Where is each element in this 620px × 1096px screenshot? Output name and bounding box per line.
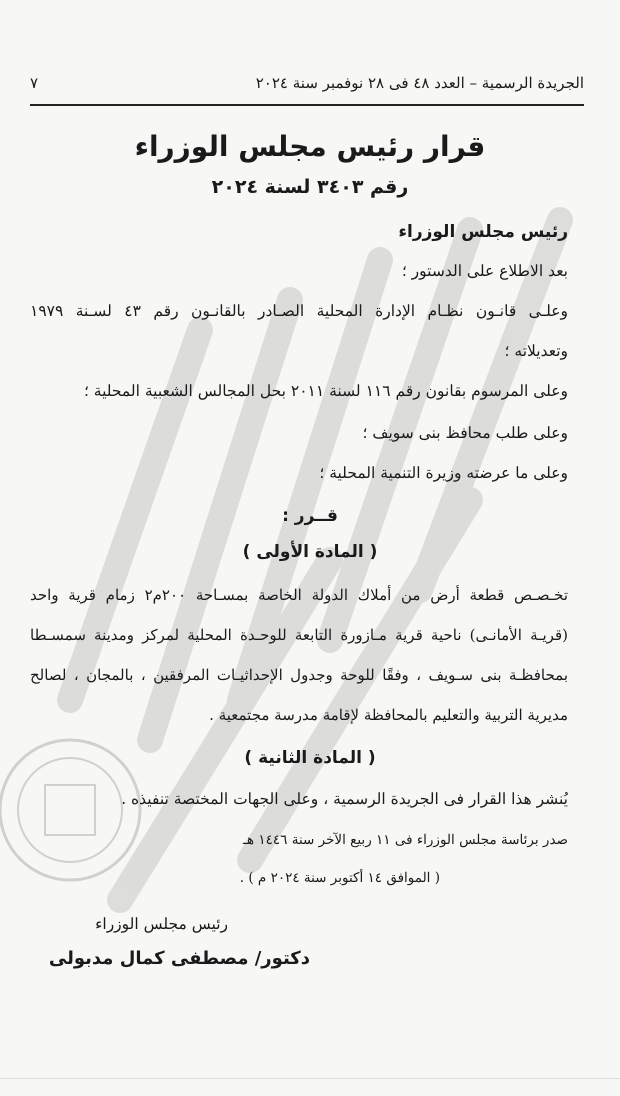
page-number: ٧: [30, 74, 39, 92]
article2-heading: ( المادة الثانية ): [244, 748, 376, 768]
article1-heading: ( المادة الأولى ): [242, 542, 378, 562]
preamble-line: وعلى طلب محافظ بنى سويف ؛: [362, 424, 568, 442]
article1-line: (قريـة الأمانـى) ناحية قرية مـازورة التابعة للوحـدة المحلية لمركز ومدينة سمسـطا: [30, 626, 568, 644]
preamble-line: وعلى ما عرضته وزيرة التنمية المحلية ؛: [319, 464, 568, 482]
preamble-line: وعلـى قانـون نظـام الإدارة المحلية الصـادر بالقانـون رقم ٤٣ لسـنة ١٩٧٩: [30, 302, 569, 320]
gazette-header: [30, 66, 584, 100]
article1-line: تخـصـص قطعة أرض من أملاك الدولة الخاصة بمسـاحة ٢٠٠م٢ زمام قرية واحد: [30, 586, 568, 604]
article1-line: مديرية التربية والتعليم بالمحافظة لإقامة مدرسة مجتمعية .: [209, 706, 568, 724]
page-bottom-divider: [0, 1078, 620, 1079]
signer-name: دكتور/ مصطفى كمال مدبولى: [48, 948, 310, 969]
decree-title: قرار رئيس مجلس الوزراء: [134, 130, 486, 163]
article1-line: بمحافظـة بنى سـويف ، وفقًا للوحة وجدول الإحداثيـات المرفقين ، بالمجان ، لصالح: [30, 666, 568, 684]
signer-title: رئيس مجلس الوزراء: [95, 915, 228, 933]
preamble-line: وعلى المرسوم بقانون رقم ١١٦ لسنة ٢٠١١ بحل المجالس الشعبية المحلية ؛: [83, 382, 568, 400]
issued-date-gregorian: ( الموافق ١٤ أكتوبر سنة ٢٠٢٤ م ) .: [239, 870, 440, 886]
issued-date-hijri: صدر برئاسة مجلس الوزراء فى ١١ ربيع الآخر سنة ١٤٤٦ هـ: [243, 832, 568, 848]
header-divider: [30, 104, 584, 106]
issuer-heading: رئيس مجلس الوزراء: [398, 222, 568, 242]
preamble-line: وتعديلاته ؛: [504, 342, 568, 360]
decree-number: رقم ٣٤٠٣ لسنة ٢٠٢٤: [211, 176, 409, 198]
article2-line: يُنشر هذا القرار فى الجريدة الرسمية ، وعلى الجهات المختصة تنفيذه .: [121, 790, 568, 808]
decision-label: قــرر :: [282, 506, 338, 526]
header-issue-info: الجريدة الرسمية – العدد ٤٨ فى ٢٨ نوفمبر سنة ٢٠٢٤: [255, 74, 584, 92]
preamble-line: بعد الاطلاع على الدستور ؛: [401, 262, 568, 280]
